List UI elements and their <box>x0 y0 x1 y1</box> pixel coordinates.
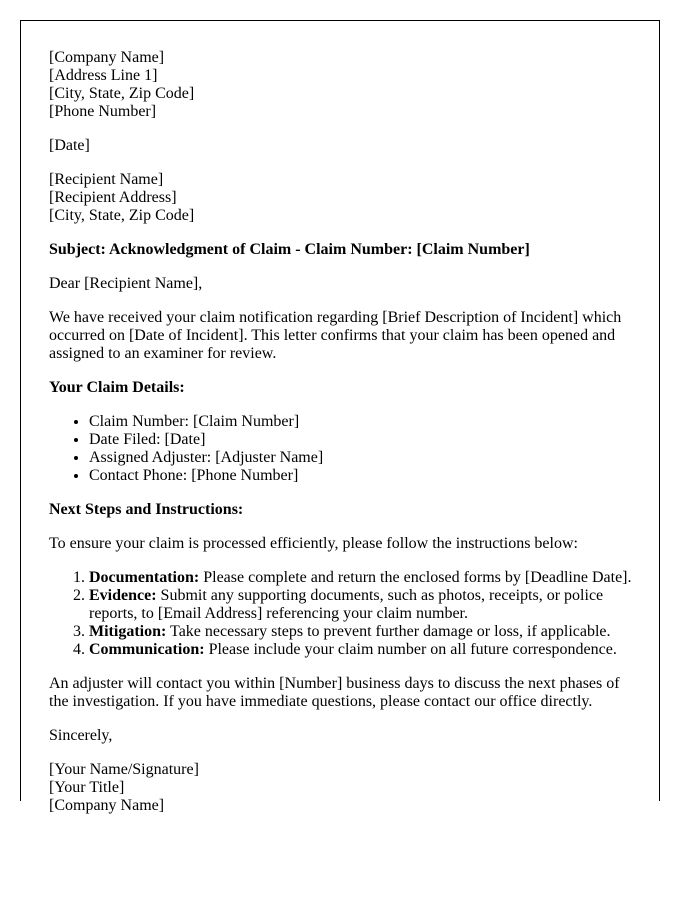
instruction-label: Documentation: <box>89 569 200 586</box>
instruction-item-communication <box>89 641 639 659</box>
recipient-address: [Recipient Address] <box>49 189 177 206</box>
instruction-label: Evidence: <box>89 587 157 604</box>
instructions-list <box>49 569 639 659</box>
list-item: • Date Filed: [Date] <box>89 431 639 449</box>
letter-page <box>20 20 660 814</box>
sender-phone-number: [Phone Number] <box>49 103 157 120</box>
intro-paragraph: We have received your claim notification regarding [Brief Description of Incident] which occurred on [Date of Incident]. This letter confirms that your claim has been opened and assigned to an examiner for review. <box>49 309 622 362</box>
sender-company-name: [Company Name] <box>49 49 165 66</box>
instruction-item-documentation <box>89 569 639 587</box>
instruction-text: Please complete and return the enclosed forms by [Deadline Date]. <box>199 569 632 586</box>
sender-address-block <box>49 49 639 121</box>
sender-address-line-1: [Address Line 1] <box>49 67 158 84</box>
closing-paragraph: An adjuster will contact you within [Number] business days to discuss the next phases of the investigation. If you have immediate questions, please contact our office directly. <box>49 675 620 710</box>
instruction-item-evidence <box>89 587 639 623</box>
list-item: • Claim Number: [Claim Number] <box>89 413 639 431</box>
salutation: Dear [Recipient Name], <box>49 275 203 292</box>
instruction-text: Submit any supporting documents, such as photos, receipts, or police reports, to [Email Address] referencing your claim number. <box>89 587 604 622</box>
subject-line: Subject: Acknowledgment of Claim - Claim Number: [Claim Number] <box>49 241 530 258</box>
list-item: • Contact Phone: [Phone Number] <box>89 467 639 485</box>
letter-content <box>49 49 639 831</box>
next-steps-heading: Next Steps and Instructions: <box>49 501 244 518</box>
signature-name: [Your Name/Signature] <box>49 761 199 778</box>
instruction-text: Take necessary steps to prevent further damage or loss, if applicable. <box>166 623 611 640</box>
instruction-label: Communication: <box>89 641 205 658</box>
recipient-address-block <box>49 171 639 225</box>
signature-title: [Your Title] <box>49 779 125 796</box>
list-item: • Assigned Adjuster: [Adjuster Name] <box>89 449 639 467</box>
instruction-item-mitigation <box>89 623 639 641</box>
sender-city-state-zip: [City, State, Zip Code] <box>49 85 195 102</box>
signoff: Sincerely, <box>49 727 113 744</box>
instruction-label: Mitigation: <box>89 623 167 640</box>
recipient-city-state-zip: [City, State, Zip Code] <box>49 207 195 224</box>
recipient-name: [Recipient Name] <box>49 171 164 188</box>
next-steps-intro: To ensure your claim is processed efficiently, please follow the instructions below: <box>49 535 578 552</box>
letter-date: [Date] <box>49 137 90 154</box>
instruction-text: Please include your claim number on all future correspondence. <box>204 641 617 658</box>
signature-block <box>49 761 639 815</box>
claim-details-heading: Your Claim Details: <box>49 379 185 396</box>
signature-company: [Company Name] <box>49 797 165 814</box>
claim-details-list <box>49 413 639 485</box>
